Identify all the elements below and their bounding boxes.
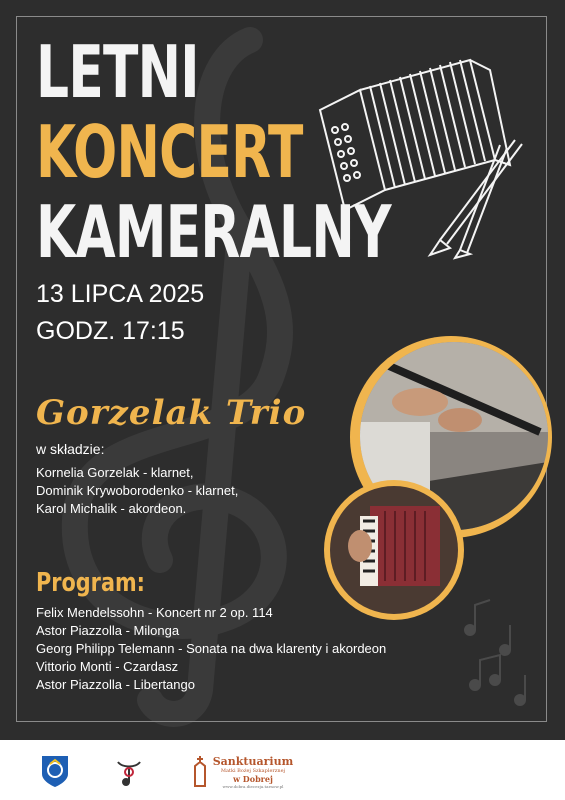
ensemble-name: Gorzelak Trio	[36, 393, 307, 433]
list-item: Dominik Krywoborodenko - klarnet,	[36, 483, 239, 498]
event-date: 13 LIPCA 2025	[36, 280, 205, 308]
list-item: Karol Michalik - akordeon.	[36, 501, 187, 516]
event-time: GODZ. 17:15	[36, 317, 185, 345]
church-logo-icon	[190, 754, 210, 788]
choir-logo-icon	[112, 754, 146, 788]
member-list	[36, 464, 238, 518]
program-heading: Program:	[36, 568, 145, 598]
title-line-2: KONCERT	[36, 110, 303, 194]
clarinet-icon	[420, 130, 530, 260]
program-list	[36, 604, 386, 694]
list-item: Astor Piazzolla - Milonga	[36, 623, 180, 638]
list-item: Astor Piazzolla - Libertango	[36, 677, 195, 692]
accordion-photo	[330, 486, 458, 614]
sponsor-place: w Dobrej	[233, 774, 273, 784]
list-item: Kornelia Gorzelak - klarnet,	[36, 465, 194, 480]
sponsor-name: Sanktuarium	[212, 755, 294, 768]
sponsor-subtitle: Matki Bożej Szkaplerznej	[220, 768, 286, 774]
list-item: Vittorio Monti - Czardasz	[36, 659, 179, 674]
list-item: Georg Philipp Telemann - Sonata na dwa klarenty i akordeon	[36, 641, 387, 656]
music-notes-icon	[450, 590, 540, 720]
title-line-1: LETNI	[36, 30, 199, 114]
sponsor-logo	[208, 755, 298, 789]
title-line-3: KAMERALNY	[36, 190, 391, 274]
footer	[0, 740, 565, 800]
coat-of-arms-icon	[40, 754, 70, 788]
sponsor-url: www.dobra.diecezja.tarnow.pl	[222, 784, 284, 789]
list-item: Felix Mendelssohn - Koncert nr 2 op. 114	[36, 605, 273, 620]
ensemble-intro: w składzie:	[36, 441, 105, 457]
